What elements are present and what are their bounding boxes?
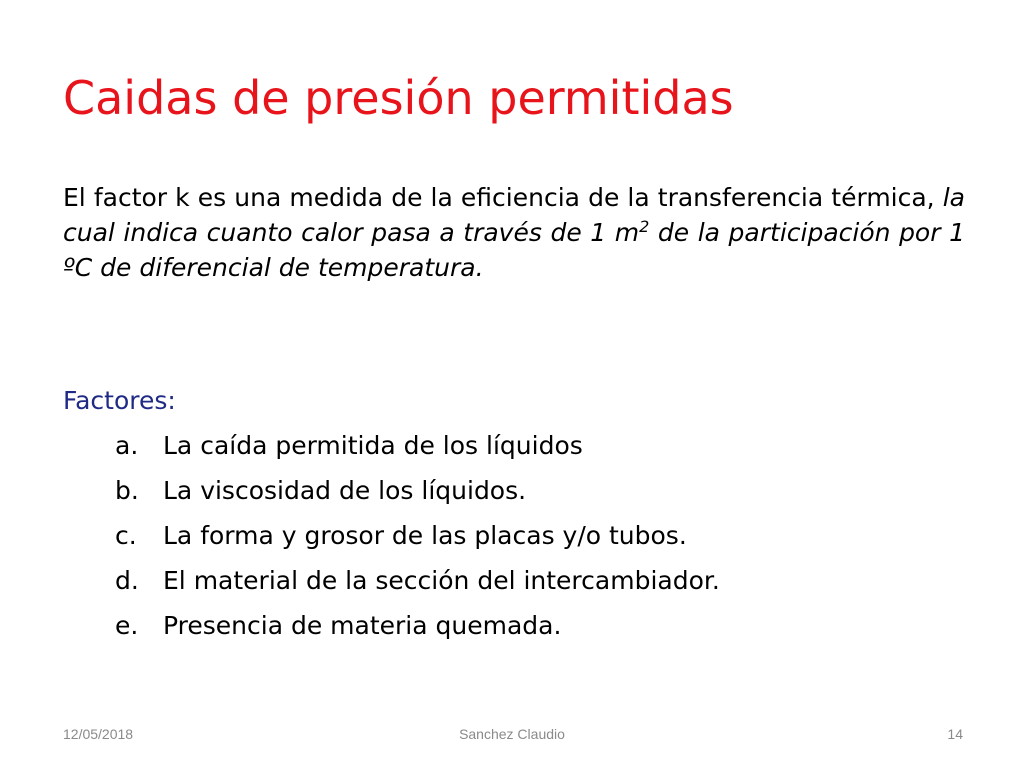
list-item (115, 608, 720, 653)
list-item-text: La caída permitida de los líquidos (163, 431, 583, 460)
list-item (115, 518, 720, 563)
footer-date: 12/05/2018 (63, 726, 134, 742)
factors-list (115, 428, 720, 653)
footer-author: Sanchez Claudio (459, 726, 565, 742)
paragraph-italic-after-sup: de la participación por 1 ºC de diferencial de temperatura. (63, 218, 965, 282)
factors-heading: Factores: (63, 386, 176, 415)
footer-page-number: 14 (947, 726, 963, 742)
list-item-marker: e. (115, 611, 139, 640)
list-item (115, 428, 720, 473)
paragraph-italic-before-sup: la cual indica cuanto calor pasa a través de 1 m (63, 183, 965, 247)
list-item (115, 563, 720, 608)
list-item-marker: a. (115, 431, 139, 460)
paragraph-superscript: 2 (639, 217, 650, 236)
body-paragraph (63, 180, 965, 285)
list-item (115, 473, 720, 518)
list-item-text: Presencia de materia quemada. (163, 611, 562, 640)
slide-title: Caidas de presión permitidas (63, 71, 734, 125)
list-item-marker: d. (115, 566, 139, 595)
list-item-marker: c. (115, 521, 137, 550)
paragraph-plain-text: El factor k es una medida de la eficiencia de la transferencia térmica, (63, 183, 943, 212)
list-item-marker: b. (115, 476, 139, 505)
list-item-text: El material de la sección del intercambiador. (163, 566, 720, 595)
list-item-text: La viscosidad de los líquidos. (163, 476, 527, 505)
list-item-text: La forma y grosor de las placas y/o tubos. (163, 521, 687, 550)
